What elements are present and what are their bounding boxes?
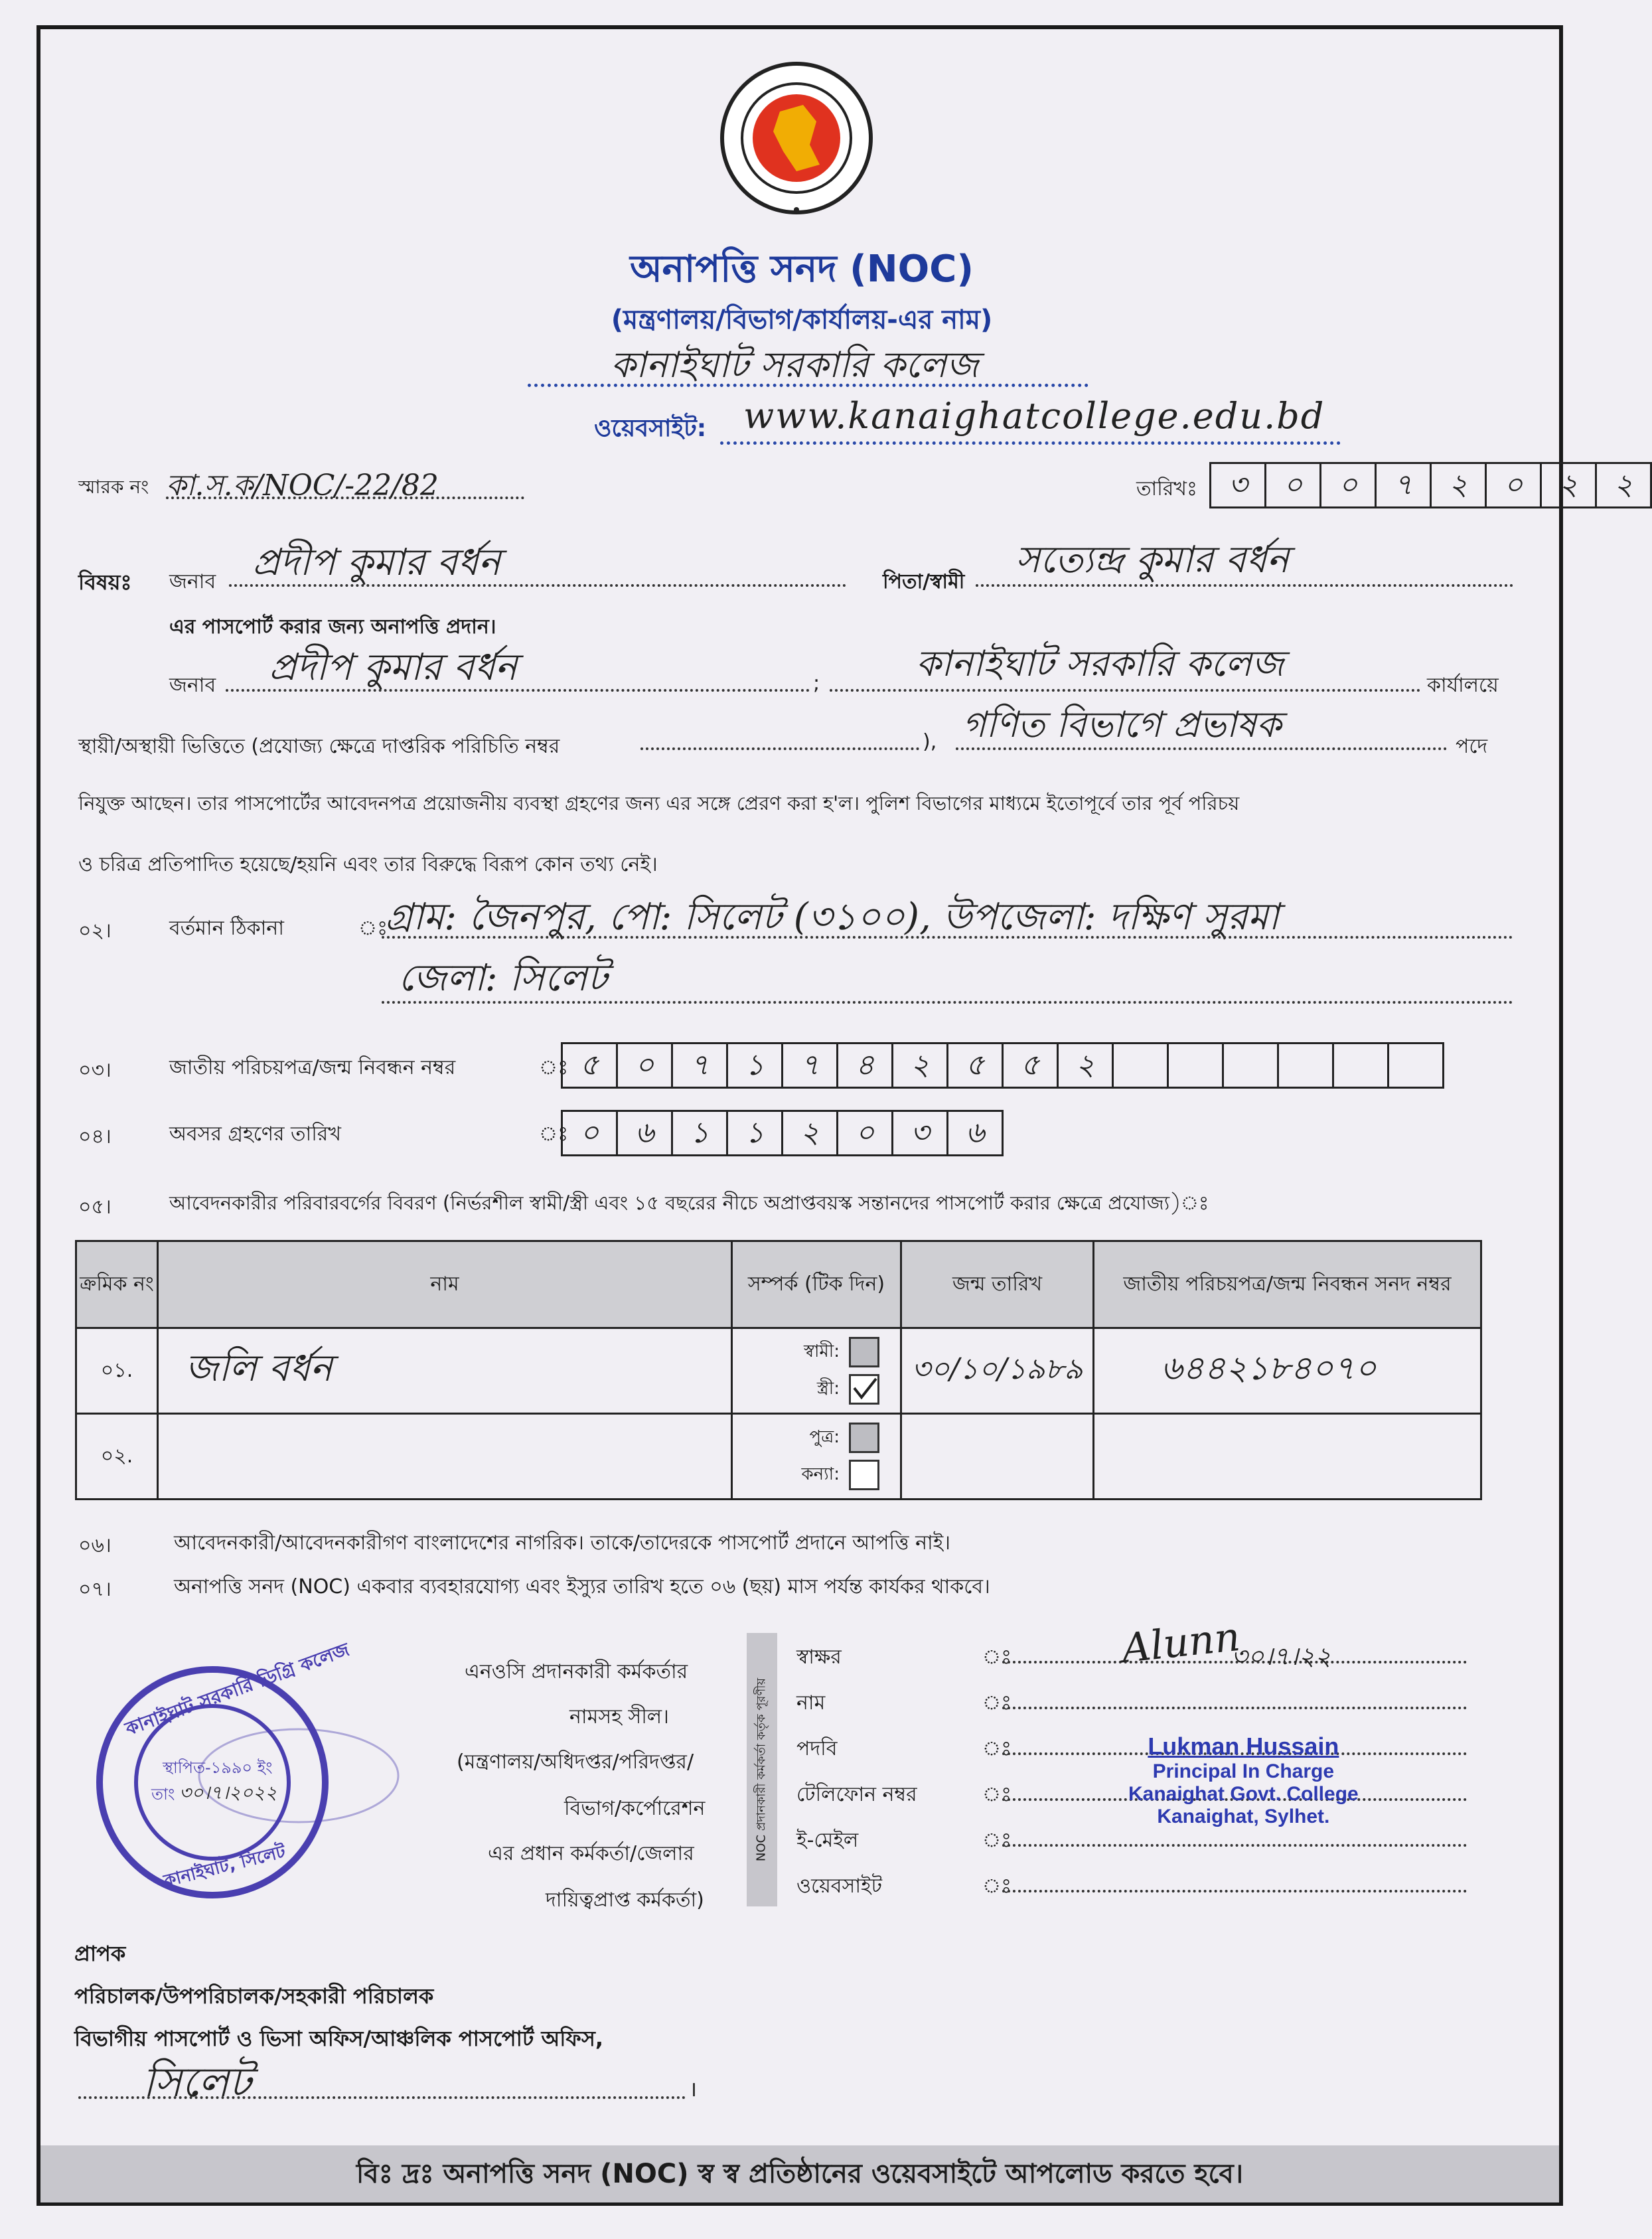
stamp-title: Principal In Charge	[1152, 1760, 1335, 1782]
nid-digit-box	[1167, 1042, 1224, 1089]
note-06-text: আবেদনকারী/আবেদনকারীগণ বাংলাদেশের নাগরিক। তাকে/তাদেরকে পাসপোর্ট প্রদানে আপত্তি নাই।	[174, 1531, 951, 1555]
nid-digit-box: ০	[616, 1042, 673, 1089]
body-line4: ও চরিত্র প্রতিপাদিত হয়েছে/হয়নি এবং তার বিরুদ্ধে বিরূপ কোন তথ্য নেই।	[78, 853, 658, 876]
date-digit-box: ০	[1264, 462, 1321, 508]
date-digit-box: ০	[1319, 462, 1377, 508]
row-nid: ৬৪৪২১৮৪০৭০	[1094, 1328, 1481, 1414]
officer-field-label: স্বাক্ষর	[796, 1646, 842, 1669]
seal-ring-text: কানাইঘাট সরকারি ডিগ্রি কলেজ	[122, 1638, 352, 1740]
retirement-digit-box: ৬	[616, 1110, 673, 1156]
stamp-name: Lukman Hussain	[1148, 1733, 1339, 1760]
officer-field-label: ই-মেইল	[796, 1829, 859, 1852]
relation-daughter-label: কন্যা:	[801, 1464, 840, 1484]
officer-field-colon: ঃ	[982, 1783, 1012, 1806]
seal-established: স্থাপিত-১৯৯০ ইং	[163, 1758, 273, 1777]
officer-field-label: নাম	[796, 1691, 826, 1715]
officer-desc-3: (মন্ত্রণালয়/অধিদপ্তর/পরিদপ্তর/	[457, 1750, 694, 1774]
seal-date-value: ৩০।৭।২০২২	[179, 1782, 277, 1804]
item-03-number: ০৩।	[78, 1059, 112, 1082]
officer-field-label: পদবি	[796, 1737, 838, 1760]
footer-note: বিঃ দ্রঃ অনাপত্তি সনদ (NOC) স্ব স্ব প্রতিষ্ঠানের ওয়েবসাইটে আপলোড করতে হবে।	[40, 2145, 1559, 2202]
row-name: জলি বর্ধন	[158, 1328, 732, 1414]
body-paren-close: ),	[923, 730, 937, 753]
row-relation	[732, 1328, 901, 1414]
retirement-digit-box: ৬	[946, 1110, 1004, 1156]
father-name-line	[976, 584, 1513, 587]
date-digit-box: ২	[1430, 462, 1487, 508]
address-line-1-dots	[382, 936, 1513, 939]
item-05-label: আবেদনকারীর পরিবারবর্গের বিবরণ (নির্ভরশীল স্বামী/স্ত্রী এবং ১৫ বছরের নীচে অপ্রাপ্তবয়স্ক সন্তানদের পাসপোর্ট করার ক্ষেত্রে প্রযোজ্য)ঃ	[169, 1192, 1209, 1214]
nid-digit-box: ২	[1057, 1042, 1114, 1089]
nid-digit-box	[1332, 1042, 1389, 1089]
checkmark-icon	[851, 1376, 877, 1403]
relation-wife-checkbox[interactable]	[849, 1374, 879, 1405]
recipient-label: প্রাপক	[74, 1941, 126, 1966]
col-nid-header: জাতীয় পরিচয়পত্র/জন্ম নিবন্ধন সনদ নম্বর	[1094, 1241, 1481, 1328]
signature-date: ৩০।৭।২২	[1231, 1642, 1331, 1671]
subject-line2: এর পাসপোর্ট করার জন্য অনাপত্তি প্রদান।	[169, 615, 496, 639]
item-04-colon: ঃ	[539, 1122, 569, 1146]
nid-digit-box: ৫	[946, 1042, 1004, 1089]
row-dob	[901, 1414, 1094, 1500]
row-serial: ০১.	[76, 1328, 158, 1414]
recipient-line1: পরিচালক/উপপরিচালক/সহকারী পরিচালক	[74, 1983, 434, 2009]
date-digit-box: ৩	[1209, 462, 1266, 508]
nid-digit-box	[1277, 1042, 1334, 1089]
retirement-digit-box: ০	[836, 1110, 893, 1156]
subject-applicant-name: প্রদীপ কুমার বর্ধন	[252, 541, 501, 584]
note-07-number: ০৭।	[78, 1578, 112, 1601]
nid-digit-box	[1222, 1042, 1279, 1089]
row-relation	[732, 1414, 901, 1500]
date-digit-box: ২	[1595, 462, 1652, 508]
nid-digit-box: ৪	[836, 1042, 893, 1089]
body-line3: নিযুক্ত আছেন। তার পাসপোর্টের আবেদনপত্র প্রয়োজনীয় ব্যবস্থা গ্রহণের জন্য এর সঙ্গে প্রেরণ করা হ'ল। পুলিশ বিভাগের মাধ্যমে ইতোপূর্বে তার পূর্ব পরিচয়	[78, 792, 1240, 814]
relation-wife-label: স্ত্রী:	[816, 1379, 840, 1399]
recipient-line2: বিভাগীয় পাসপোর্ট ও ভিসা অফিস/আঞ্চলিক পাসপোর্ট অফিস,	[74, 2026, 604, 2051]
officer-vertical-label-box	[747, 1633, 777, 1906]
table-row	[76, 1328, 1481, 1414]
body-post-suffix: পদে	[1456, 735, 1488, 758]
officer-desc-1: এনওসি প্রদানকারী কর্মকর্তার	[465, 1660, 688, 1683]
seal-date-label: তাং	[151, 1785, 175, 1804]
memo-value: কা.স.ক/NOC/-22/82	[166, 469, 439, 502]
stamp-org: Kanaighat Govt. College	[1128, 1783, 1359, 1805]
table-row	[76, 1414, 1481, 1500]
subject-label: বিষয়ঃ	[78, 570, 132, 595]
note-06-number: ০৬।	[78, 1534, 112, 1557]
website-label: ওয়েবসাইট:	[594, 415, 707, 442]
item-04-number: ০৪।	[78, 1125, 112, 1148]
bangladesh-emblem-icon	[717, 58, 876, 218]
officer-field-line	[1002, 1890, 1467, 1892]
signature: Alunn	[1119, 1613, 1242, 1673]
father-label: পিতা/স্বামী	[883, 570, 965, 593]
office-name-line	[528, 384, 1089, 387]
relation-daughter-checkbox[interactable]	[849, 1460, 879, 1490]
memo-date-boxes	[1209, 462, 1650, 508]
nid-digit-box: ৫	[1002, 1042, 1059, 1089]
body-office-line	[830, 689, 1420, 692]
officer-field-colon: ঃ	[982, 1737, 1012, 1760]
body-permanent-text: স্থায়ী/অস্থায়ী ভিত্তিতে (প্রযোজ্য ক্ষেত্রে দাপ্তরিক পরিচিতি নম্বর	[78, 735, 560, 758]
retirement-digit-box: ৩	[891, 1110, 948, 1156]
row-name	[158, 1414, 732, 1500]
subject-mr-label: জনাব	[169, 570, 216, 593]
officer-field-line	[1002, 1707, 1467, 1709]
seal-bottom-text: কানাইঘাট, সিলেট	[161, 1841, 288, 1892]
item-04-label: অবসর গ্রহণের তারিখ	[169, 1122, 341, 1146]
body-office-suffix: কার্যালয়ে	[1427, 674, 1499, 697]
body-designation-line	[956, 747, 1447, 750]
body-office-name: কানাইঘাট সরকারি কলেজ	[916, 643, 1284, 684]
memo-line	[166, 497, 524, 499]
retirement-date-boxes	[561, 1110, 1002, 1156]
officer-desc-4: বিভাগ/কর্পোরেশন	[564, 1797, 706, 1820]
retirement-digit-box: ১	[726, 1110, 783, 1156]
recipient-end: ।	[689, 2076, 698, 2102]
note-07-text: অনাপত্তি সনদ (NOC) একবার ব্যবহারযোগ্য এবং ইস্যুর তারিখ হতে ০৬ (ছয়) মাস পর্যন্ত কার্যকর থাকবে।	[174, 1575, 990, 1598]
body-semicolon: ;	[813, 672, 820, 695]
officer-field-label: ওয়েবসাইট	[796, 1875, 882, 1898]
item-02-number: ০২।	[78, 919, 112, 943]
officer-vertical-label: NOC প্রদানকারী কর্মকর্তা কর্তৃক পূরণীয়	[754, 1677, 769, 1862]
nid-digit-box	[1387, 1042, 1444, 1089]
officer-field-colon: ঃ	[982, 1875, 1012, 1898]
body-mr-label: জনাব	[169, 674, 216, 697]
nid-digit-box	[1112, 1042, 1169, 1089]
date-digit-box: ৭	[1375, 462, 1432, 508]
officer-desc-2: নামসহ সীল।	[569, 1705, 669, 1729]
col-name-header: নাম	[158, 1241, 732, 1328]
body-designation: গণিত বিভাগে প্রভাষক	[962, 704, 1282, 745]
nid-digit-box: ৭	[781, 1042, 838, 1089]
office-name-handwritten: কানাইঘাট সরকারি কলেজ	[611, 344, 979, 386]
date-digit-box: ২	[1540, 462, 1597, 508]
document-title: অনাপত্তি সনদ (NOC)	[630, 248, 974, 291]
relation-husband-checkbox[interactable]	[849, 1337, 879, 1367]
subject-name-line	[229, 584, 846, 587]
retirement-digit-box: ২	[781, 1110, 838, 1156]
col-serial-header: ক্রমিক নং	[76, 1241, 158, 1328]
relation-son-checkbox[interactable]	[849, 1423, 879, 1453]
row-nid	[1094, 1414, 1481, 1500]
row-dob: ৩০/১০/১৯৮৯	[901, 1328, 1094, 1414]
item-02-colon: ঃ	[358, 917, 388, 940]
institution-seal	[93, 1638, 352, 1902]
family-table	[75, 1240, 1482, 1500]
officer-field-colon: ঃ	[982, 1646, 1012, 1669]
retirement-digit-box: ০	[561, 1110, 618, 1156]
address-line-1: গ্রাম: জৈনপুর, পো: সিলেট (৩১০০), উপজেলা: দক্ষিণ সুরমা	[385, 895, 1280, 939]
relation-son-label: পুত্র:	[809, 1427, 840, 1447]
father-name: সত্যেন্দ্র কুমার বর্ধন	[1015, 538, 1289, 581]
item-03-colon: ঃ	[539, 1056, 569, 1079]
officer-field-line	[1002, 1844, 1467, 1847]
recipient-city: সিলেট	[143, 2058, 252, 2106]
address-line-2: জেলা: সিলেট	[398, 957, 608, 1000]
date-label: তারিখঃ	[1136, 477, 1197, 501]
retirement-digit-box: ১	[671, 1110, 728, 1156]
address-line-2-dots	[382, 1001, 1513, 1004]
item-03-label: জাতীয় পরিচয়পত্র/জন্ম নিবন্ধন নম্বর	[169, 1056, 456, 1079]
body-applicant-name: প্রদীপ কুমার বর্ধন	[269, 646, 518, 689]
body-id-line	[640, 747, 919, 750]
nid-digit-box: ২	[891, 1042, 948, 1089]
website-line	[720, 441, 1341, 445]
stamp-place: Kanaighat, Sylhet.	[1157, 1806, 1330, 1827]
nid-digit-box: ৫	[561, 1042, 618, 1089]
officer-field-colon: ঃ	[982, 1691, 1012, 1715]
officer-field-colon: ঃ	[982, 1829, 1012, 1852]
item-05-number: ০৫।	[78, 1196, 112, 1219]
nid-digit-box: ১	[726, 1042, 783, 1089]
row-serial: ০২.	[76, 1414, 158, 1500]
nid-digit-boxes	[561, 1042, 1442, 1089]
col-dob-header: জন্ম তারিখ	[901, 1241, 1094, 1328]
officer-desc-6: দায়িত্বপ্রাপ্ত কর্মকর্তা)	[546, 1889, 704, 1912]
family-table-header	[76, 1241, 1481, 1328]
col-relation-header: সম্পর্ক (টিক দিন)	[732, 1241, 901, 1328]
relation-husband-label: স্বামী:	[804, 1342, 840, 1361]
website-value: www.kanaighatcollege.edu.bd	[743, 395, 1325, 437]
date-digit-box: ০	[1485, 462, 1542, 508]
body-name-line	[226, 689, 810, 692]
memo-label: স্মারক নং	[78, 476, 149, 498]
officer-desc-5: এর প্রধান কর্মকর্তা/জেলার	[488, 1842, 694, 1865]
nid-digit-box: ৭	[671, 1042, 728, 1089]
officer-field-label: টেলিফোন নম্বর	[796, 1783, 917, 1806]
officer-stamp	[1128, 1733, 1359, 1828]
item-02-label: বর্তমান ঠিকানা	[169, 917, 284, 940]
ministry-subtitle: (মন্ত্রণালয়/বিভাগ/কার্যালয়-এর নাম)	[611, 305, 993, 335]
